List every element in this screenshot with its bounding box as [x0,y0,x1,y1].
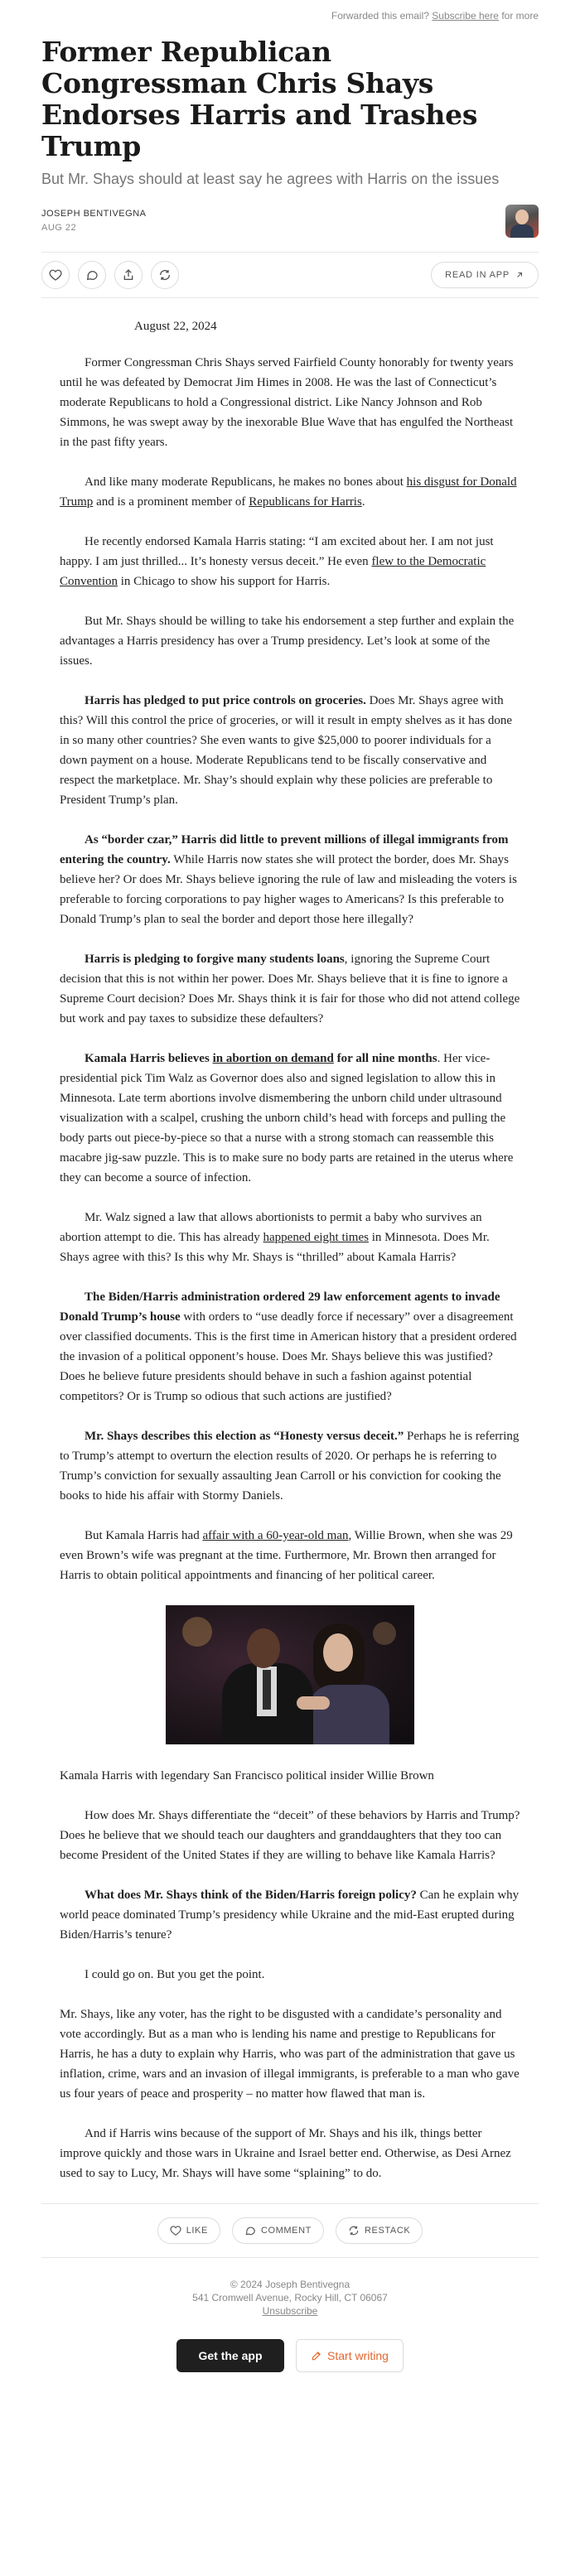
paragraph-2 [60,472,520,512]
byline [41,200,539,242]
paragraph-12 [60,1526,520,1585]
paragraph-4: But Mr. Shays should be willing to take his endorsement a step further and explain the advantages a Harris presidency has over a Trump presidency. Let’s look at some of the issues. [60,615,515,668]
comment-icon [85,268,99,282]
comment-label: COMMENT [260,2226,312,2236]
link-happened-eight-times[interactable]: happened eight times [263,1231,369,1244]
paragraph-7 [60,949,520,1029]
text: Mr. Walz signed a law that allows abortionists to permit a baby who survives an abortion attempt to die. This has already [60,1211,482,1244]
forwarded-bar [41,0,539,28]
paragraph-1: Former Congressman Chris Shays served Fairfield County honorably for twenty years until he was defeated by Democrat Jim Himes in 2008. He was the last of Connecticut’s moderate Republicans to hold a Congressional district. Like Nancy Johnson and Rob Simmons, he was swept away by the inexorable Blue Wave that has engulfed the Northeast in the past fifty years. [60,356,514,449]
text: , ignoring the Supreme Court decision that this is not within her power. Does Mr. Shays believe that it is fine to ignore a Supreme Court decision? Does Mr. Shays think it is fair for those who did not attend college but work and pay taxes to subsidize these defaulters? [60,953,520,1025]
author-avatar[interactable] [505,205,539,238]
link-democratic-convention[interactable]: flew to the Democratic Convention [60,555,486,588]
bold-lead: Harris is pledging to forgive many students loans [85,953,345,966]
start-writing-button[interactable] [296,2339,404,2372]
pencil-icon [311,2350,322,2361]
bottom-actions-bar [41,2203,539,2258]
text: And like many moderate Republicans, he makes no bones about [85,475,407,489]
text: with orders to “use deadly force if necessary” over a disagreement over classified documents. This is the first time in American history that a president ordered the invasion of a political opponent’s house. Does Mr. Shays believe this was justified? Does he believe future presidents should behave in such a fashion against potential competitors? Or is Trump so odious that such actions are justified? [60,1310,517,1403]
link-abortion-on-demand[interactable]: in abortion on demand [212,1052,334,1065]
text: . Her vice-presidential pick Tim Walz as Governor does also and signed legislation to allow this in Minnesota. Late term abortions involve dismembering the unborn child under ultrasound visualization with a scalpel, crushing the unborn child’s head with forceps and pulling the body parts out piece-by-piece so that a nurse with a strong stomach can reassemble this macabre jig-saw puzzle. This is to make sure no body parts are retained in the uterus where they can become a source of infection. [60,1052,514,1184]
action-icons [41,261,179,289]
author-block [41,207,146,235]
bold-lead: Mr. Shays describes this election as “Honesty versus deceit.” [85,1430,404,1443]
like-label: LIKE [186,2226,208,2236]
paragraph-16: Mr. Shays, like any voter, has the right to be disgusted with a candidate’s personality and vote accordingly. But as a man who is lending his name and prestige to Republicans for Harris, he has a duty to explain why Harris, who was part of the administration that gave us inflation, crime, wars and an invasion of illegal immigrants, is preferable to a man who gave us four years of peace and prosperity – no matter how flawed that man is. [60,2008,520,2101]
bold-lead: Harris has pledged to put price controls on groceries. [85,694,366,707]
bold-lead: As “border czar,” Harris did little to prevent millions of illegal immigrants from entering the country. [60,833,509,866]
post-date: AUG 22 [41,223,77,233]
text: and is a prominent member of [93,495,249,509]
paragraph-6 [60,830,520,929]
heart-icon [170,2225,181,2236]
photo-caption: Kamala Harris with legendary San Francisco political insider Willie Brown [60,1769,434,1782]
article-photo[interactable] [166,1605,414,1744]
forwarded-suffix: for more [498,10,539,22]
paragraph-15: I could go on. But you get the point. [85,1968,265,1981]
paragraph-11 [60,1426,520,1506]
article-dateline: August 22, 2024 [134,320,217,333]
text: While Harris now states she will protect the border, does Mr. Shays believe her? Or does Mr. Shays believe ignoring the rule of law and misleading the voters is preferable to forcing corporations to pay higher wages to Americans? Is this preferable to Donald Trump’s plan to seal the border and deport those here illegally? [60,853,517,926]
text: . [361,495,365,509]
start-writing-label: Start writing [327,2349,389,2362]
text: He recently endorsed Kamala Harris stating: “I am excited about her. I am not just happy. I am just thrilled... It’s honesty versus deceit.” He even [60,535,494,568]
text: But Kamala Harris had [85,1529,203,1542]
get-the-app-button[interactable]: Get the app [176,2339,284,2372]
comment-pill-button[interactable] [232,2217,324,2244]
text: Does Mr. Shays agree with this? Will this control the price of groceries, or will it result in empty shelves as it has done in so many other countries? She even wants to give $25,000 to poorer individuals for a down payment on a house. Moderate Republicans tend to be fiscally conservative and respect the marketplace. Mr. Shay’s should explain why these policies are preferable to President Trump’s plan. [60,694,513,807]
paragraph-8 [60,1049,520,1188]
read-in-app-button[interactable] [431,262,539,288]
paragraph-13: How does Mr. Shays differentiate the “deceit” of these behaviors by Harris and Trump? Does he believe that we should teach our daughters and granddaughters that they too can become President of the United States if they are willing to behave like Kamala Harris? [60,1809,520,1862]
forwarded-text: Forwarded this email? [331,10,433,22]
bold-lead: for all nine months [333,1052,437,1065]
like-button[interactable] [41,261,70,289]
read-in-app-label: READ IN APP [445,270,510,280]
heart-icon [49,268,62,282]
link-republicans-for-harris[interactable]: Republicans for Harris [249,495,362,509]
paragraph-5 [60,691,520,810]
comment-icon [244,2225,256,2236]
paragraph-14 [60,1885,520,1945]
author-name[interactable]: JOSEPH BENTIVEGNA [41,209,147,219]
text: Perhaps he is referring to Trump’s attempt to overturn the election results of 2020. Or perhaps he is referring to Trump’s conviction for sexually assaulting Jean Carroll or his conviction for cooking the books to hide his affair with Stormy Daniels. [60,1430,520,1503]
share-icon [122,268,135,282]
paragraph-10 [60,1287,520,1406]
arrow-up-right-icon [515,270,524,280]
paragraph-3 [60,532,520,591]
text: in Minnesota. Does Mr. Shays agree with this? Is this why Mr. Shays is “thrilled” about Kamala Harris? [60,1231,490,1264]
paragraph-9 [60,1208,520,1267]
paragraph-17: And if Harris wins because of the support of Mr. Shays and his ilk, things better improve quickly and those wars in Ukraine and Israel better end. Otherwise, as Desi Arnez used to say to Lucy, Mr. Shays will have some “splaining” to do. [60,2127,511,2180]
text: in Chicago to show his support for Harris. [118,575,331,588]
restack-label: RESTACK [364,2226,411,2236]
bold-lead: What does Mr. Shays think of the Biden/Harris foreign policy? [85,1889,417,1902]
bold-lead: The Biden/Harris administration ordered 29 law enforcement agents to invade Donald Trump’s house [60,1290,500,1324]
restack-icon [158,268,172,282]
unsubscribe-link[interactable]: Unsubscribe [262,2305,318,2317]
link-affair[interactable]: affair with a 60-year-old man [202,1529,349,1542]
restack-button[interactable] [151,261,179,289]
footer [41,2258,539,2372]
bold-lead: Kamala Harris believes [85,1052,213,1065]
article-body [41,316,539,2183]
subscribe-link[interactable]: Subscribe here [432,10,499,22]
address: 541 Cromwell Avenue, Rocky Hill, CT 06067 [192,2292,388,2303]
share-button[interactable] [114,261,143,289]
post-subtitle: But Mr. Shays should at least say he agrees with Harris on the issues [41,171,500,187]
post-title[interactable]: Former Republican Congressman Chris Shays Endorses Harris and Trashes Trump [41,36,478,162]
text: , Willie Brown, when she was 29 even Brown’s wife was pregnant at the time. Furthermore, Mr. Brown then arranged for Harris to obtain political appointments and financing of her political career. [60,1529,513,1582]
comment-button[interactable] [78,261,106,289]
footer-buttons [41,2339,539,2372]
restack-icon [348,2225,360,2236]
copyright: © 2024 Joseph Bentivegna [230,2279,350,2290]
like-pill-button[interactable] [157,2217,220,2244]
restack-pill-button[interactable] [336,2217,423,2244]
link-disgust-for-trump[interactable]: his disgust for Donald Trump [60,475,517,509]
text: Can he explain why world peace dominated Trump’s presidency while Ukraine and the mid-East erupted during Biden/Harris’s tenure? [60,1889,520,1942]
post-actions-bar [41,252,539,298]
